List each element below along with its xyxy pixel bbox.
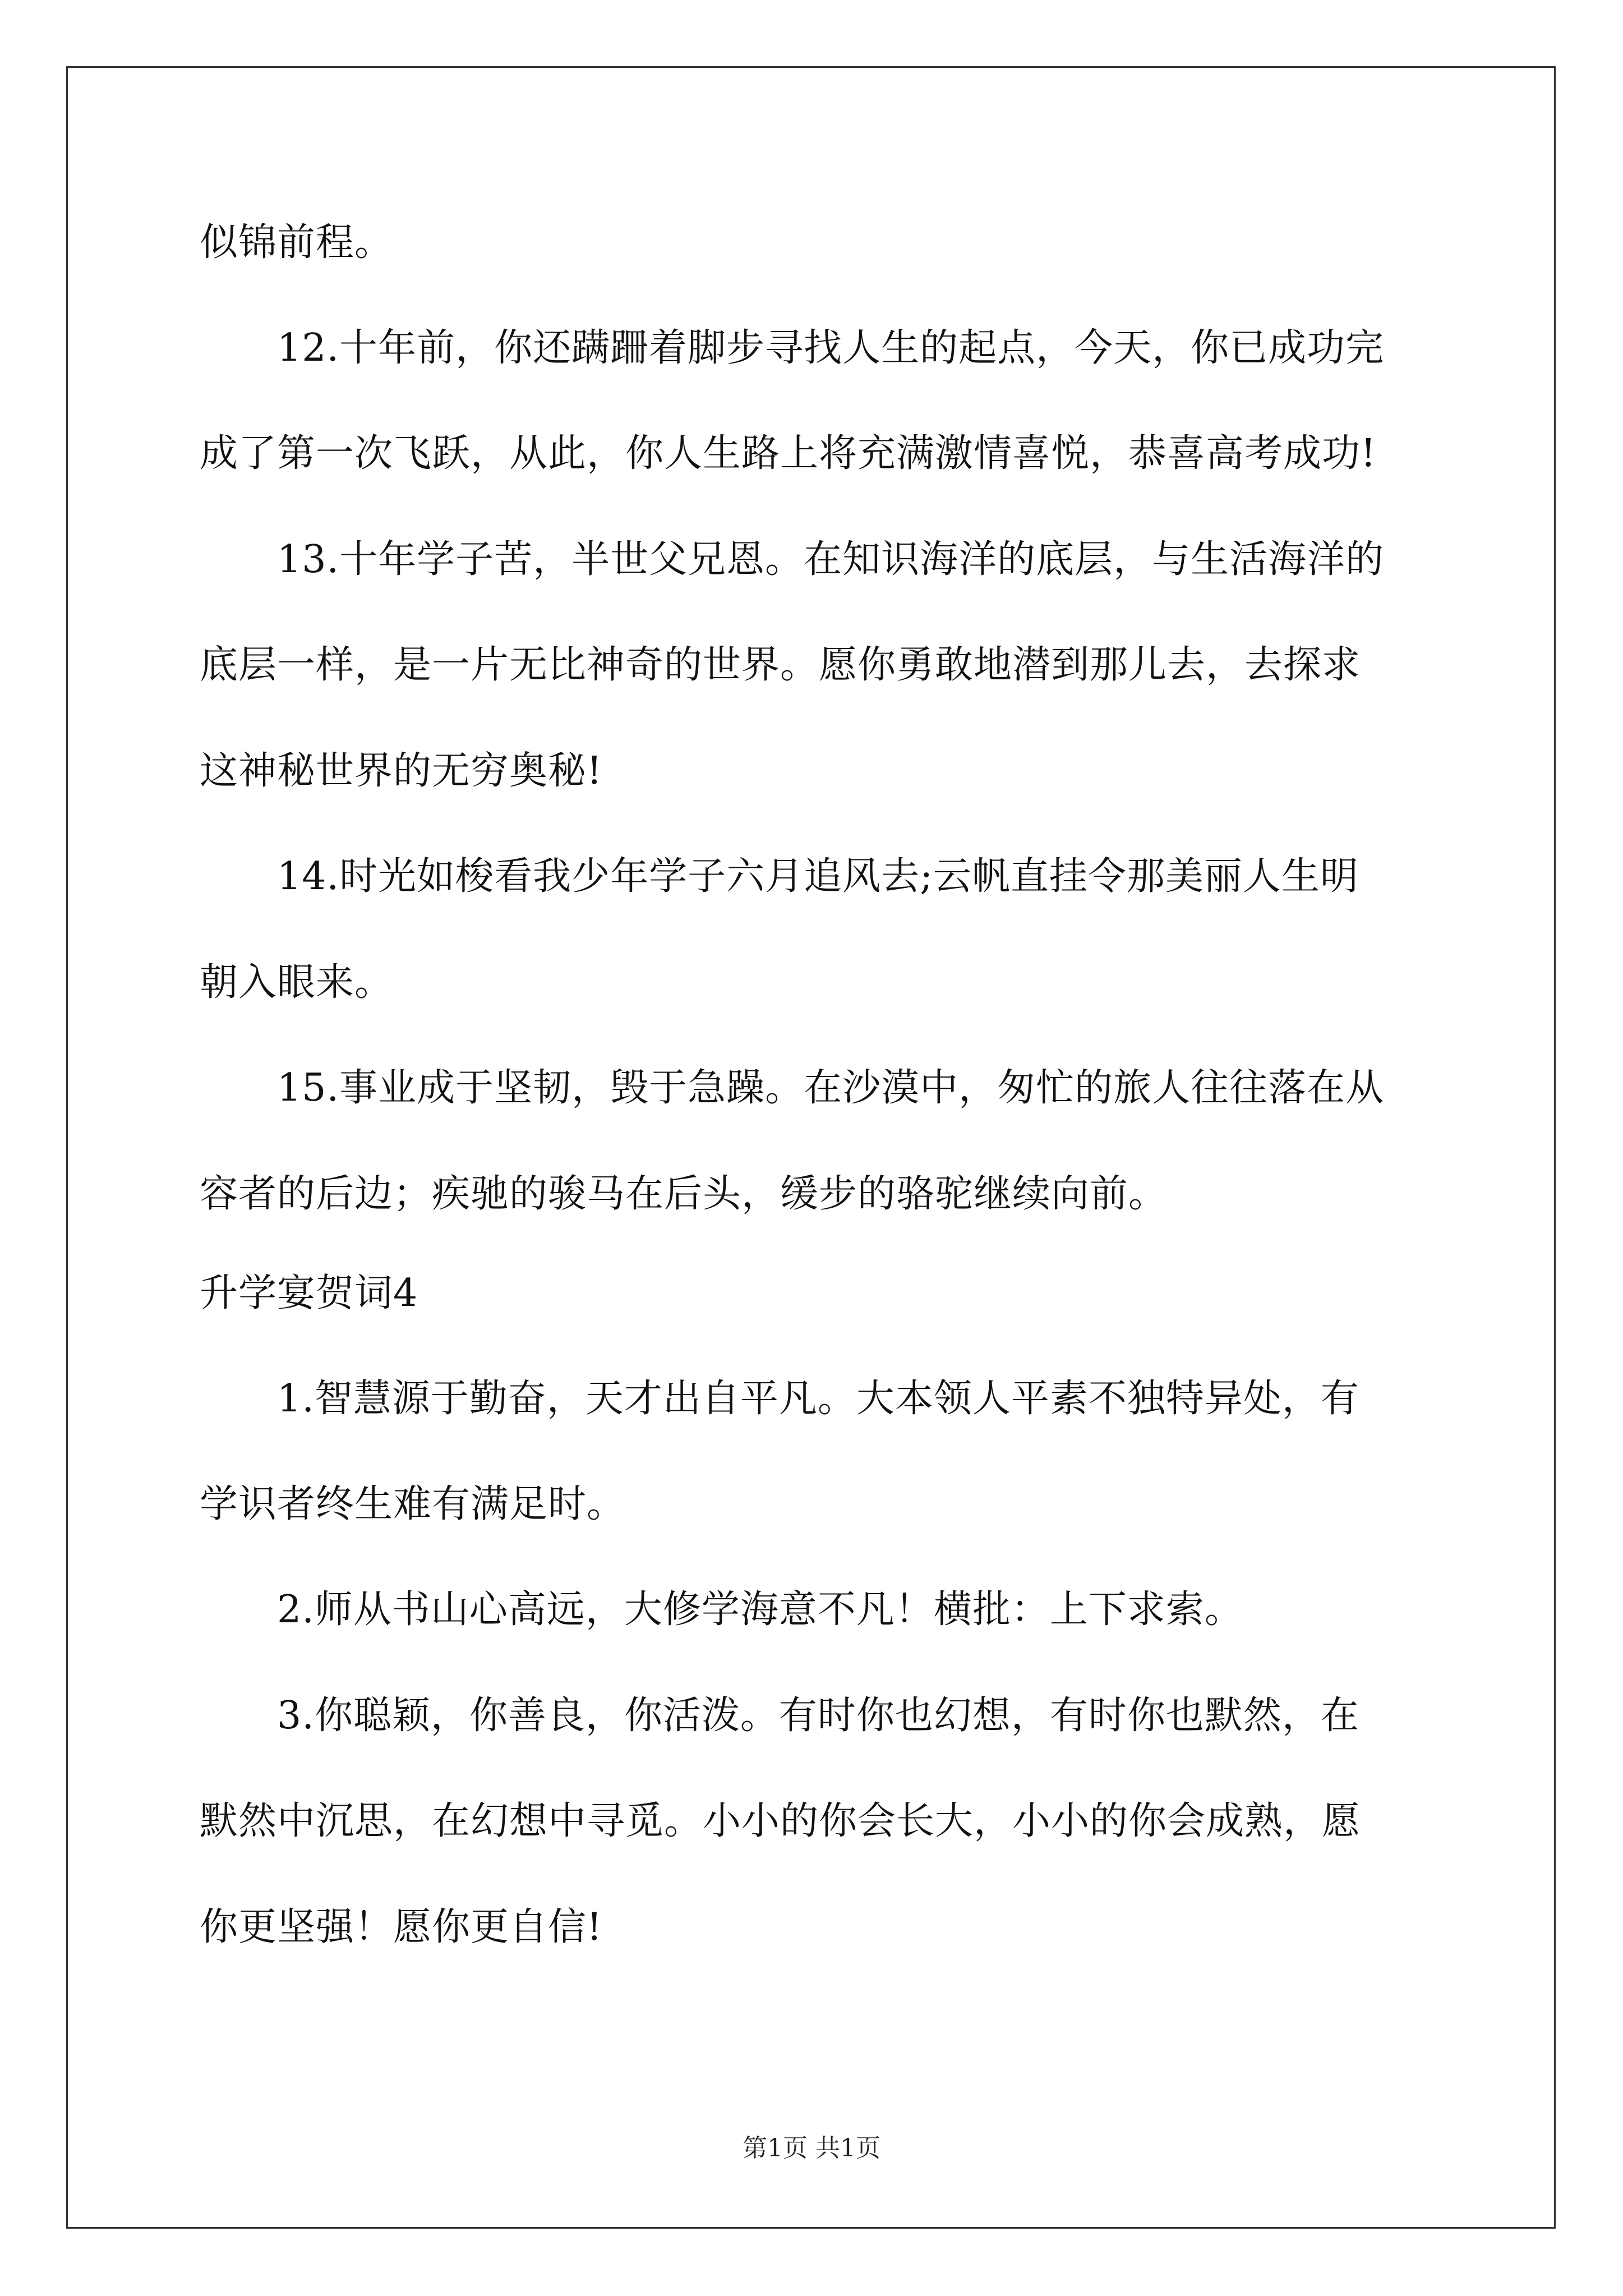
text-line: 你更坚强！愿你更自信!	[200, 1905, 603, 1949]
text-line: 底层一样，是一片无比神奇的世界。愿你勇敢地潜到那儿去，去探求	[200, 643, 1361, 687]
section-heading: 升学宴贺词4	[200, 1271, 418, 1315]
text-line: 3.你聪颖，你善良，你活泼。有时你也幻想，有时你也默然，在	[277, 1694, 1359, 1738]
text-line: 学识者终生难有满足时。	[200, 1482, 626, 1526]
text-line: 朝入眼来。	[200, 960, 394, 1005]
text-line: 似锦前程。	[200, 220, 394, 265]
text-line: 14.时光如梭看我少年学子六月追风去;云帆直挂令那美丽人生明	[277, 854, 1359, 899]
text-line: 成了第一次飞跃，从此，你人生路上将充满激情喜悦，恭喜高考成功!	[200, 431, 1377, 476]
text-line: 默然中沉思，在幻想中寻觅。小小的你会长大，小小的你会成熟，愿	[200, 1799, 1361, 1843]
text-line: 15.事业成于坚韧，毁于急躁。在沙漠中，匆忙的旅人往往落在从	[277, 1066, 1385, 1110]
text-line: 这神秘世界的无穷奥秘!	[200, 749, 603, 793]
text-line: 12.十年前，你还蹒跚着脚步寻找人生的起点，今天，你已成功完	[277, 326, 1385, 370]
text-line: 13.十年学子苦，半世父兄恩。在知识海洋的底层，与生活海洋的	[277, 537, 1385, 582]
text-line: 1.智慧源于勤奋，天才出自平凡。大本领人平素不独特异处，有	[277, 1377, 1359, 1421]
text-line: 容者的后边；疾驰的骏马在后头，缓步的骆驼继续向前。	[200, 1172, 1168, 1216]
text-line: 2.师从书山心高远，大修学海意不凡！横批：上下求索。	[277, 1588, 1243, 1632]
page-number: 第1页 共1页	[743, 2134, 880, 2162]
